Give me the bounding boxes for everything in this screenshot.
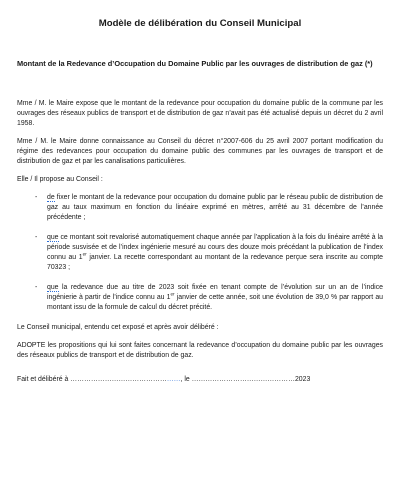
dash-bullet: -: [35, 234, 38, 241]
list-item-tail: janvier de cette année, soit une évolution de 39,0 % par rapport au montant issu de la formule de calcul du décret précité.: [47, 294, 383, 311]
spellcheck-word: de: [47, 194, 55, 201]
superscript: er: [82, 251, 87, 257]
dash-bullet: -: [35, 194, 38, 201]
superscript: er: [170, 291, 175, 297]
list-item-text: la redevance due au titre de 2023 soit fixée en tenant compte de l’évolution sur un an de l’indice ingénierie à partir de l’indice connu au 1: [47, 284, 383, 301]
paragraph-decret: Mme / M. le Maire donne connaissance au Conseil du décret n°2007-606 du 25 avril 2007 portant modification du régime des redevances pour occupation du domaine public des communes par les ouvrages de transport et de distribution de gaz et par les canalisations particulières.: [17, 138, 383, 165]
paragraph-propose: Elle / Il propose au Conseil :: [17, 176, 103, 183]
dash-bullet: -: [35, 284, 38, 291]
signature-blue-dots: ……: [166, 376, 181, 383]
paragraph-expose: Mme / M. le Maire expose que le montant de la redevance pour occupation du domaine public de la commune par les ouvrages des réseaux publics de transport et de distribution de gaz n’avait pas été actualisé depuis un décret du 2 avril 1958.: [17, 100, 383, 127]
paragraph-council: Le Conseil municipal, entendu cet exposé et après avoir délibéré :: [17, 324, 219, 331]
list-item: [17, 233, 383, 273]
subject-heading: Montant de la Redevance d’Occupation du Domaine Public par les ouvrages de distribution de gaz (*): [17, 59, 373, 68]
signature-line: [17, 375, 383, 385]
signature-date: , le ………………………………………2023: [180, 376, 311, 383]
paragraph-adopte: ADOPTE les propositions qui lui sont faites concernant la redevance d’occupation du domaine public par les ouvrages des réseaux publics de transport et de distribution de gaz.: [17, 342, 383, 359]
list-item-text: fixer le montant de la redevance pour occupation du domaine public par le réseau public de distribution de gaz au taux maximum en fonction du linéaire exprimé en mètres, arrêté au 31 décembre de l’année précédente ;: [47, 194, 383, 221]
list-item: [17, 283, 383, 313]
proposal-list: [17, 193, 383, 313]
list-item: [17, 193, 383, 223]
list-item-tail: janvier. La recette correspondant au montant de la redevance perçue sera inscrite au compte 70323 ;: [47, 254, 383, 271]
spellcheck-word: que: [47, 234, 59, 241]
document-title: Modèle de délibération du Conseil Municipal: [98, 18, 302, 29]
signature-prefix: Fait et délibéré à ……………………………………: [17, 376, 167, 383]
list-item-text: ce montant soit revalorisé automatiquement chaque année par l’application à la fois du linéaire arrêté à la période susvisée et de l’index ingénierie mesuré au cours des douze mois précédant la publication de l’index connu au 1: [47, 234, 383, 261]
spellcheck-word: que: [47, 284, 59, 291]
